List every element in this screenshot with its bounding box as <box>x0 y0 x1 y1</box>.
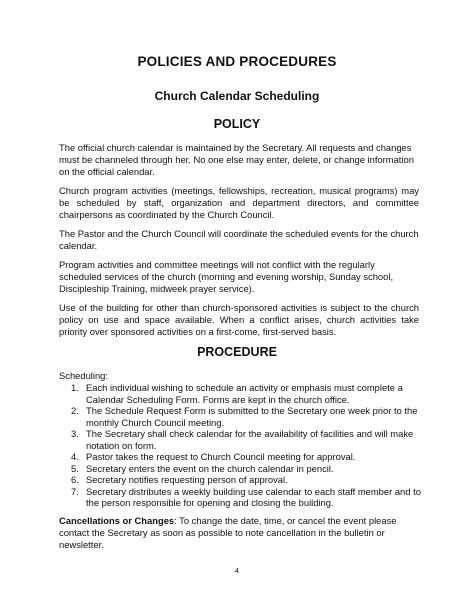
step-text: Secretary notifies requesting person of approval. <box>86 474 288 485</box>
cancellation-text: : To change the date, time, or cancel the event please contact the Secretary as soon as possible to note cancellation in the bulletin or newsletter. <box>59 515 397 550</box>
step-text: Each individual wishing to schedule an activity or emphasis must complete a Calendar Scheduling Form. Forms are kept in the church office. <box>86 382 403 405</box>
procedure-step <box>71 463 423 475</box>
cancellation-label: Cancellations or Changes <box>59 515 175 526</box>
step-text: The Schedule Request Form is submitted to the Secretary one week prior to the monthly Church Council meeting. <box>86 405 418 428</box>
procedure-step <box>71 405 423 428</box>
step-number: 5. <box>71 462 79 474</box>
policy-paragraph: The official church calendar is maintained by the Secretary. All requests and changes must be channeled through her. No one else may enter, delete, or change information on the official calendar. <box>59 142 414 177</box>
policy-paragraph: Program activities and committee meetings will not conflict with the regularly scheduled services of the church (morning and evening worship, Sunday school, Discipleship Training, midweek prayer service). <box>59 259 394 294</box>
step-number: 1. <box>71 382 79 393</box>
step-number: 2. <box>71 405 79 416</box>
procedure-steps-list <box>71 382 423 509</box>
procedure-step <box>71 428 423 451</box>
step-text: Secretary distributes a weekly building use calendar to each staff member and to the person responsible for opening and closing the building. <box>86 485 421 508</box>
step-number: 7. <box>71 485 79 497</box>
procedure-heading: PROCEDURE <box>197 345 277 359</box>
policy-heading: POLICY <box>213 117 261 131</box>
policy-paragraph: The Pastor and the Church Council will coordinate the scheduled events for the church calendar. <box>59 228 419 251</box>
page-number: 4 <box>234 566 240 575</box>
procedure-step <box>71 451 423 463</box>
procedure-step <box>71 486 423 509</box>
policy-paragraph: Church program activities (meetings, fellowships, recreation, musical programs) may be scheduled by staff, organization and department directors, and committee chairpersons as coordinated by the Church Council. <box>59 185 419 220</box>
procedure-intro: Scheduling: <box>59 370 108 381</box>
step-number: 6. <box>71 474 79 485</box>
cancellation-paragraph <box>59 515 419 550</box>
step-number: 3. <box>71 428 79 439</box>
step-text: Secretary enters the event on the church calendar in pencil. <box>86 462 334 474</box>
step-number: 4. <box>71 451 79 462</box>
procedure-step <box>71 474 423 486</box>
document-title: POLICIES AND PROCEDURES <box>137 54 337 69</box>
document-subtitle: Church Calendar Scheduling <box>154 89 320 103</box>
step-text: The Secretary shall check calendar for the availability of facilities and will make notation on form. <box>86 428 414 451</box>
step-text: Pastor takes the request to Church Council meeting for approval. <box>86 451 356 462</box>
policy-paragraph: Use of the building for other than church-sponsored activities is subject to the church policy on use and space available. When a conflict arises, church activities take priority over sponsored activities on a first-come, first-served basis. <box>59 302 419 337</box>
procedure-step <box>71 382 423 405</box>
